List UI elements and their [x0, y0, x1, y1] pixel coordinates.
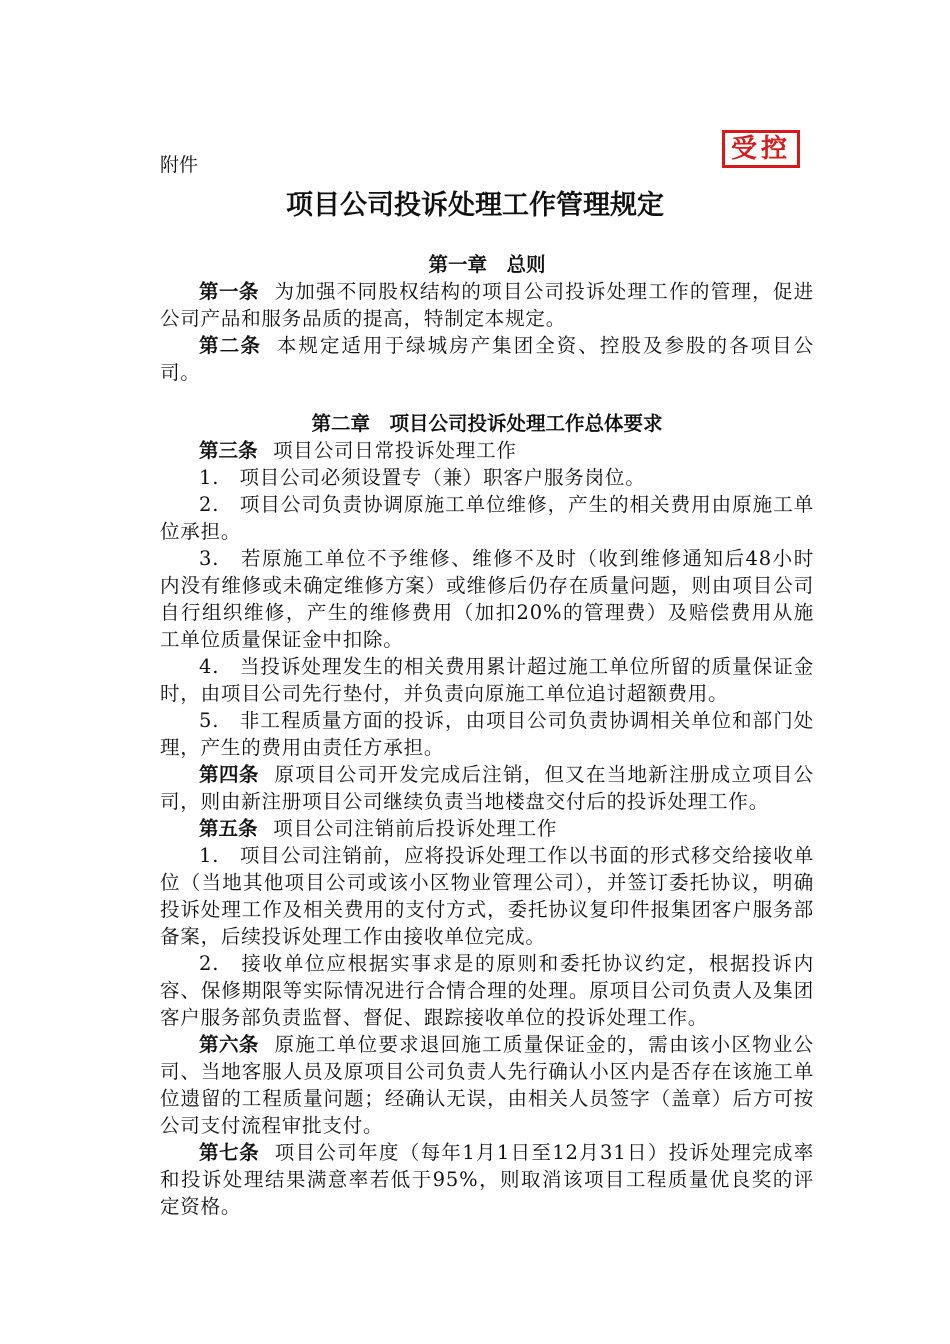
article-text: 项目公司注销前后投诉处理工作 [273, 817, 558, 840]
article-text: 原施工单位要求退回施工质量保证金的，需由该小区物业公司、当地客服人员及原项目公司负责人先行确认小区内是否存在该施工单位遗留的工程质量问题；经确认无误，由相关人员签字（盖章）后方可按公司支付流程审批支付。 [160, 1033, 814, 1137]
list-item: 2. 项目公司负责协调原施工单位维修，产生的相关费用由原施工单位承担。 [160, 493, 814, 543]
article-text: 原项目公司开发完成后注销，但又在当地新注册成立项目公司，则由新注册项目公司继续负责当地楼盘交付后的投诉处理工作。 [160, 763, 814, 813]
document-body [160, 251, 814, 1220]
chapter-1-heading: 第一章 总则 [428, 253, 546, 276]
list-item: 1. 项目公司必须设置专（兼）职客户服务岗位。 [199, 466, 646, 489]
article-number: 第五条 [199, 817, 258, 840]
list-item: 4. 当投诉处理发生的相关费用累计超过施工单位所留的质量保证金时，由项目公司先行垫付，并负责向原施工单位追讨超额费用。 [160, 655, 814, 705]
attachment-label: 附件 [160, 154, 199, 176]
article-paragraph [160, 1139, 814, 1220]
controlled-stamp: 受控 [722, 130, 800, 168]
list-item: 5. 非工程质量方面的投诉，由项目公司负责协调相关单位和部门处理，产生的费用由责任方承担。 [160, 709, 814, 759]
article-number: 第四条 [199, 763, 259, 786]
article-paragraph [160, 332, 814, 386]
article-text: 项目公司日常投诉处理工作 [273, 439, 517, 462]
article-text: 项目公司年度（每年1月1日至12月31日）投诉处理完成率和投诉处理结果满意率若低于95%，则取消该项目工程质量优良奖的评定资格。 [160, 1141, 814, 1218]
article-number: 第二条 [199, 334, 262, 357]
article-paragraph [160, 761, 814, 815]
document-title: 项目公司投诉处理工作管理规定 [286, 190, 664, 221]
article-text: 本规定适用于绿城房产集团全资、控股及参股的各项目公司。 [160, 334, 814, 384]
article-paragraph [160, 437, 814, 464]
article-text: 为加强不同股权结构的项目公司投诉处理工作的管理，促进公司产品和服务品质的提高，特制定本规定。 [160, 280, 814, 330]
list-item: 3. 若原施工单位不予维修、维修不及时（收到维修通知后48小时内没有维修或未确定维修方案）或维修后仍存在质量问题，则由项目公司自行组织维修，产生的维修费用（加扣20%的管理费）及赔偿费用从施工单位质量保证金中扣除。 [160, 547, 814, 651]
article-paragraph [160, 1031, 814, 1139]
article-number: 第一条 [199, 280, 259, 303]
article-number: 第七条 [199, 1141, 260, 1164]
article-number: 第三条 [199, 439, 258, 462]
list-item: 1. 项目公司注销前，应将投诉处理工作以书面的形式移交给接收单位（当地其他项目公司或该小区物业管理公司），并签订委托协议，明确投诉处理工作及相关费用的支付方式，委托协议复印件报集团客户服务部备案，后续投诉处理工作由接收单位完成。 [160, 844, 814, 948]
article-number: 第六条 [199, 1033, 259, 1056]
chapter-2-heading: 第二章 项目公司投诉处理工作总体要求 [311, 412, 663, 435]
article-paragraph [160, 815, 814, 842]
article-paragraph [160, 278, 814, 332]
list-item: 2. 接收单位应根据实事求是的原则和委托协议约定，根据投诉内容、保修期限等实际情况进行合情合理的处理。原项目公司负责人及集团客户服务部负责监督、督促、跟踪接收单位的投诉处理工作。 [160, 952, 814, 1029]
